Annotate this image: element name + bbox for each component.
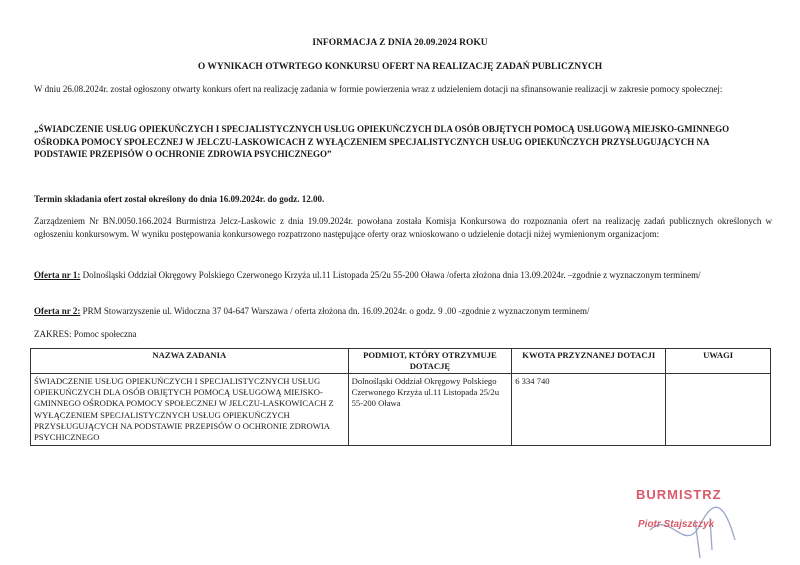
intro-paragraph: W dniu 26.08.2024r. został ogłoszony otwarty konkurs ofert na realizację zadania w formie powierzenia wraz z udzieleniem dotacji na sfinansowanie realizacji w zakresie pomocy społecznej: [34,84,723,94]
offer-2 [34,305,772,318]
mayor-signature-name: Piotr Stajszczyk [638,519,715,530]
scope-text: ZAKRES: Pomoc społeczna [34,329,137,339]
header-notes: UWAGI [666,349,771,374]
signature-scrawl-icon [640,500,750,560]
header-entity: PODMIOT, KTÓRY OTRZYMUJE DOTACJĘ [348,349,512,374]
document-heading-subject: O WYNIKACH OTWRTEGO KONKURSU OFERT NA REALIZACJĘ ZADAŃ PUBLICZNYCH [197,62,603,72]
header-task-name: NAZWA ZADANIA [31,349,349,374]
offer-2-label: Oferta nr 2: [34,306,81,316]
header-amount: KWOTA PRZYZNANEJ DOTACJI [512,349,666,374]
offer-2-text: PRM Stowarzyszenie ul. Widoczna 37 04-647 Warszawa / oferta złożona dn. 16.09.2024r. o godz. 9 .00 -zgodnie z wyznaczonym terminem/ [82,306,590,316]
cell-task: ŚWIADCZENIE USŁUG OPIEKUŃCZYCH I SPECJALISTYCZNYCH USŁUG OPIEKUŃCZYCH DLA OSÓB OBJĘTYCH POMOCĄ USŁUGOWĄ MIEJSKO-GMINNEGO OŚRODKA POMOCY SPOŁECZNEJ W JELCZU-LASKOWICACH Z WYŁĄCZENIEM SPECJALISTYCZNYCH USŁUG OPIEKUŃCZYCH PRZYSŁUGUJĄCYCH NA PODSTAWIE PRZEPISÓW O OCHRONIE ZDROWIA PSYCHICZNEGO [31,374,349,446]
document-heading-date: INFORMACJA Z DNIA 20.09.2024 ROKU [312,38,488,48]
commission-paragraph: Zarządzeniem Nr BN.0050.166.2024 Burmistrza Jelcz-Laskowic z dnia 19.09.2024r. powołana została Komisja Konkursowa do rozpoznania ofert na realizację zadań publicznych określonych w ogłoszeniu konkursowym. W wyniku postępowania konkursowego rozpatrzono następujące oferty oraz wnioskowano o udzielenie dotacji niżej wymienionym organizacjom: [34,216,772,239]
cell-entity: Dolnośląski Oddział Okręgowy Polskiego Czerwonego Krzyża ul.11 Listopada 25/2u 55-200 Oława [348,374,512,446]
offer-1-text: Dolnośląski Oddział Okręgowy Polskiego Czerwonego Krzyża ul.11 Listopada 25/2u 55-200 Oława /oferta złożona dnia 13.09.2024r. –zgodnie z wyznaczonym terminem/ [82,270,701,280]
results-table [30,348,771,446]
table-header-row [31,349,771,374]
offer-1-label: Oferta nr 1: [34,270,81,280]
table-row [31,374,771,446]
cell-notes [666,374,771,446]
mayor-stamp-title: BURMISTRZ [636,487,722,502]
cell-amount: 6 334 740 [512,374,666,446]
task-title: „ŚWIADCZENIE USŁUG OPIEKUŃCZYCH I SPECJALISTYCZNYCH USŁUG OPIEKUŃCZYCH DLA OSÓB OBJĘTYCH POMOCĄ USŁUGOWĄ MIEJSKO-GMINNEGO OŚRODKA POMOCY SPOŁECZNEJ W JELCZU-LASKOWICACH Z WYŁĄCZENIEM SPECJALISTYCZNYCH USŁUG OPIEKUŃCZYCH PRZYSŁUGUJĄCYCH NA PODSTAWIE PRZEPISÓW O OCHRONIE ZDROWIA PSYCHICZNEGO” [34,124,730,159]
deadline-text: Termin składania ofert został określony do dnia 16.09.2024r. do godz. 12.00. [34,194,325,204]
offer-1 [34,269,772,282]
